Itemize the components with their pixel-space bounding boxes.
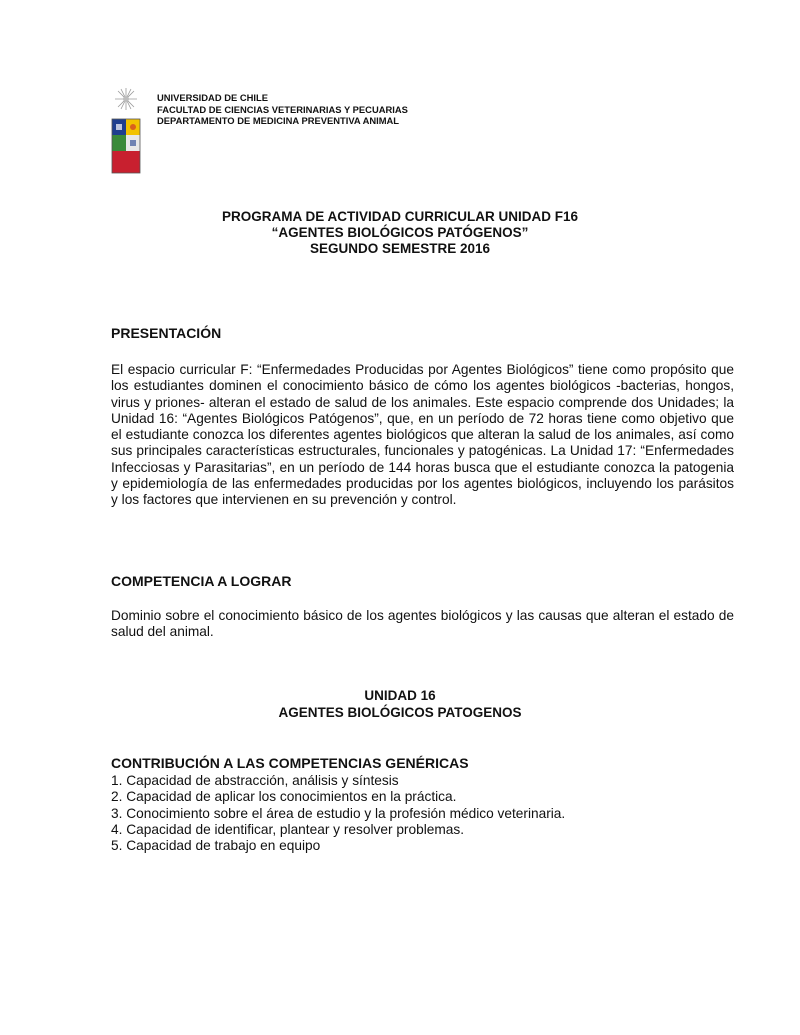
document-title <box>0 209 800 257</box>
institution-names <box>157 92 408 127</box>
contribucion-heading: CONTRIBUCIÓN A LAS COMPETENCIAS GENÉRICAS <box>111 755 469 771</box>
competencia-paragraph: Dominio sobre el conocimiento básico de los agentes biológicos y las causas que alteran el estado de salud del animal. <box>111 608 734 640</box>
list-item: 3. Conocimiento sobre el área de estudio y la profesión médico veterinaria. <box>111 805 566 821</box>
list-item: 2. Capacidad de aplicar los conocimientos en la práctica. <box>111 789 457 805</box>
unit-title <box>0 688 800 721</box>
university-name: UNIVERSIDAD DE CHILE <box>157 92 268 103</box>
list-item: 4. Capacidad de identificar, plantear y resolver problemas. <box>111 821 465 837</box>
list-item: 1. Capacidad de abstracción, análisis y síntesis <box>111 773 399 788</box>
presentacion-heading: PRESENTACIÓN <box>111 325 222 341</box>
unit-name: AGENTES BIOLÓGICOS PATOGENOS <box>278 704 522 720</box>
title-line-3: SEGUNDO SEMESTRE 2016 <box>309 241 491 256</box>
universidad-de-chile-crest-icon <box>110 88 142 176</box>
faculty-name: FACULTAD DE CIENCIAS VETERINARIAS Y PECUARIAS <box>157 103 408 115</box>
list-item: 5. Capacidad de trabajo en equipo <box>111 838 321 854</box>
unit-number: UNIDAD 16 <box>364 688 436 703</box>
department-name: DEPARTAMENTO DE MEDICINA PREVENTIVA ANIMAL <box>157 115 400 127</box>
title-line-2: “AGENTES BIOLÓGICOS PATÓGENOS” <box>271 225 529 240</box>
title-line-1: PROGRAMA DE ACTIVIDAD CURRICULAR UNIDAD F16 <box>221 209 578 224</box>
competencia-heading: COMPETENCIA A LOGRAR <box>111 573 292 589</box>
presentacion-paragraph: El espacio curricular F: “Enfermedades Producidas por Agentes Biológicos” tiene como propósito que los estudiantes dominen el conocimiento básico de cómo los agentes biológicos -bacterias, hongos, virus y priones- alteran el estado de salud de los animales. Este espacio comprende dos Unidades; la Unidad 16: “Agentes Biológicos Patógenos”, que, en un período de 72 horas tiene como objetivo que el estudiante conozca los diferentes agentes biológicos que alteran la salud de los animales, así como sus principales características estructurales, funcionales y patogénicas. La Unidad 17: “Enfermedades Infecciosas y Parasitarias”, en un período de 144 horas busca que el estudiante conozca la patogenia y epidemiología de las enfermedades producidas por los agentes biológicos, incluyendo los parásitos y los factores que intervienen en su prevención y control. <box>111 362 734 508</box>
competencias-list <box>111 773 565 854</box>
